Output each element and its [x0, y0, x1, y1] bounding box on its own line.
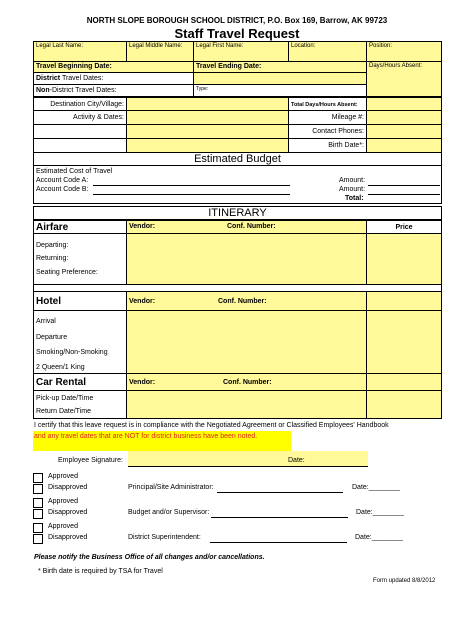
travel-begin-field[interactable]: Travel Beginning Date:	[33, 61, 194, 73]
form-title: Staff Travel Request	[174, 26, 300, 41]
phones-label-cell: Contact Phones:	[288, 124, 367, 139]
disapproved-checkbox-1[interactable]	[33, 484, 43, 494]
approved-checkbox-3[interactable]	[33, 523, 43, 533]
destination-field[interactable]	[126, 97, 289, 111]
disapproved-checkbox-2[interactable]	[33, 509, 43, 519]
principal-date[interactable]: Date:________	[352, 484, 400, 491]
hotel-price-details-field[interactable]	[366, 310, 442, 374]
destination-label-cell	[33, 97, 127, 111]
principal-signature-line[interactable]	[217, 492, 343, 493]
birth-date-note: * Birth date is required by TSA for Travel	[38, 568, 163, 575]
phones-field[interactable]	[366, 124, 442, 139]
car-labels: Pick-up Date/Time Return Date/Time	[33, 390, 127, 419]
approved-checkbox-1[interactable]	[33, 473, 43, 483]
approved-label-2: Approved	[48, 498, 78, 505]
employee-date-label: Date:	[288, 457, 305, 464]
airfare-details-field[interactable]	[126, 233, 367, 285]
car-price-field[interactable]	[366, 373, 442, 391]
hotel-vendor-field[interactable]: Vendor: Conf. Number:	[126, 291, 367, 311]
disapproved-label-2: Disapproved	[48, 509, 88, 516]
activity-field-3[interactable]	[126, 138, 289, 153]
notify-note: Please notify the Business Office of all changes and/or cancellations.	[34, 554, 265, 561]
activity-field[interactable]	[126, 110, 289, 125]
amount-a-line[interactable]	[368, 185, 440, 186]
superintendent-label: District Superintendent:	[128, 534, 201, 541]
disapproved-checkbox-3[interactable]	[33, 534, 43, 544]
certify-highlight	[33, 431, 291, 451]
account-code-b-line[interactable]	[93, 194, 290, 195]
budget-heading: Estimated Budget	[194, 153, 281, 165]
birth-label-cell: Birth Date*:	[288, 138, 367, 153]
amount-b-label: Amount:	[339, 186, 366, 193]
mileage-label-cell: Mileage #:	[288, 110, 367, 125]
birth-field[interactable]	[366, 138, 442, 153]
total-days-field[interactable]	[366, 97, 442, 111]
car-details-field[interactable]	[126, 390, 367, 419]
account-code-b-label: Account Code B:	[36, 186, 89, 193]
airfare-price-field[interactable]	[366, 233, 442, 285]
certify-line-2: and any travel dates that are NOT for district business have been noted.	[34, 433, 258, 440]
approved-label-1: Approved	[48, 473, 78, 480]
days-absent-field[interactable]: Days/Hours Absent:	[366, 61, 442, 97]
itinerary-heading-bar	[33, 206, 442, 220]
account-code-a-label: Account Code A:	[36, 177, 89, 184]
amount-a-label: Amount:	[339, 177, 366, 184]
airfare-vendor-field[interactable]: Vendor: Conf. Number:	[126, 220, 367, 234]
approved-label-3: Approved	[48, 523, 78, 530]
superintendent-date[interactable]: Date:________	[355, 534, 403, 541]
hotel-details-field[interactable]	[126, 310, 367, 374]
price-header: Price	[366, 220, 442, 234]
disapproved-label-3: Disapproved	[48, 534, 88, 541]
middle-name-field[interactable]: Legal Middle Name:	[126, 41, 194, 62]
disapproved-label-1: Disapproved	[48, 484, 88, 491]
travel-end-field[interactable]: Travel Ending Date:	[193, 61, 367, 73]
position-field[interactable]: Position:	[366, 41, 442, 62]
org-header: NORTH SLOPE BOROUGH SCHOOL DISTRICT, P.O. Box 169, Barrow, AK 99723	[86, 16, 388, 25]
airfare-labels: Departing: Returning: Seating Preference:	[33, 233, 127, 285]
itinerary-heading: ITINERARY	[208, 207, 267, 219]
airfare-label-cell: Airfare	[33, 220, 127, 234]
car-vendor-field[interactable]: Vendor: Conf. Number:	[126, 373, 367, 391]
activity-row-2	[33, 124, 127, 139]
hotel-label-cell: Hotel	[33, 291, 127, 311]
total-label: Total:	[345, 195, 364, 202]
budget-signature-line[interactable]	[211, 517, 348, 518]
budget-supervisor-label: Budget and/or Supervisor:	[128, 509, 210, 516]
form-updated: Form updated 8/8/2012	[373, 578, 436, 584]
destination-label: Destination City/Village:	[50, 101, 124, 108]
superintendent-signature-line[interactable]	[210, 542, 347, 543]
account-code-a-line[interactable]	[93, 185, 290, 186]
total-days-label-cell: Total Days/Hours Absent:	[288, 97, 367, 111]
certify-line-1: I certify that this leave request is in compliance with the Negotiated Agreement or Classified Employees' Handbook	[34, 422, 389, 429]
district-dates-row[interactable]: District Travel Dates:	[33, 72, 194, 85]
employee-signature-label: Employee Signature:	[58, 457, 123, 464]
hotel-price-field[interactable]	[366, 291, 442, 311]
principal-label: Principal/Site Administrator:	[128, 484, 214, 491]
mileage-field[interactable]	[366, 110, 442, 125]
last-name-field[interactable]: Legal Last Name:	[33, 41, 127, 62]
type-field[interactable]: Type:	[193, 84, 367, 97]
car-price-details-field[interactable]	[366, 390, 442, 419]
activity-field-2[interactable]	[126, 124, 289, 139]
estimated-cost-label: Estimated Cost of Travel	[36, 168, 113, 175]
car-label-cell: Car Rental	[33, 373, 127, 391]
activity-label-cell: Activity & Dates:	[33, 110, 127, 125]
non-district-dates-row[interactable]: Non-District Travel Dates:	[33, 84, 194, 97]
hotel-labels: Arrival Departure Smoking/Non-Smoking 2 Queen/1 King	[33, 310, 127, 374]
location-field[interactable]: Location:	[288, 41, 367, 62]
employee-signature-field[interactable]	[128, 451, 368, 467]
approved-checkbox-2[interactable]	[33, 498, 43, 508]
budget-date[interactable]: Date:________	[356, 509, 404, 516]
budget-heading-bar	[33, 152, 442, 166]
activity-row-3	[33, 138, 127, 153]
amount-b-line[interactable]	[368, 194, 440, 195]
first-name-field[interactable]: Legal First Name:	[193, 41, 289, 62]
